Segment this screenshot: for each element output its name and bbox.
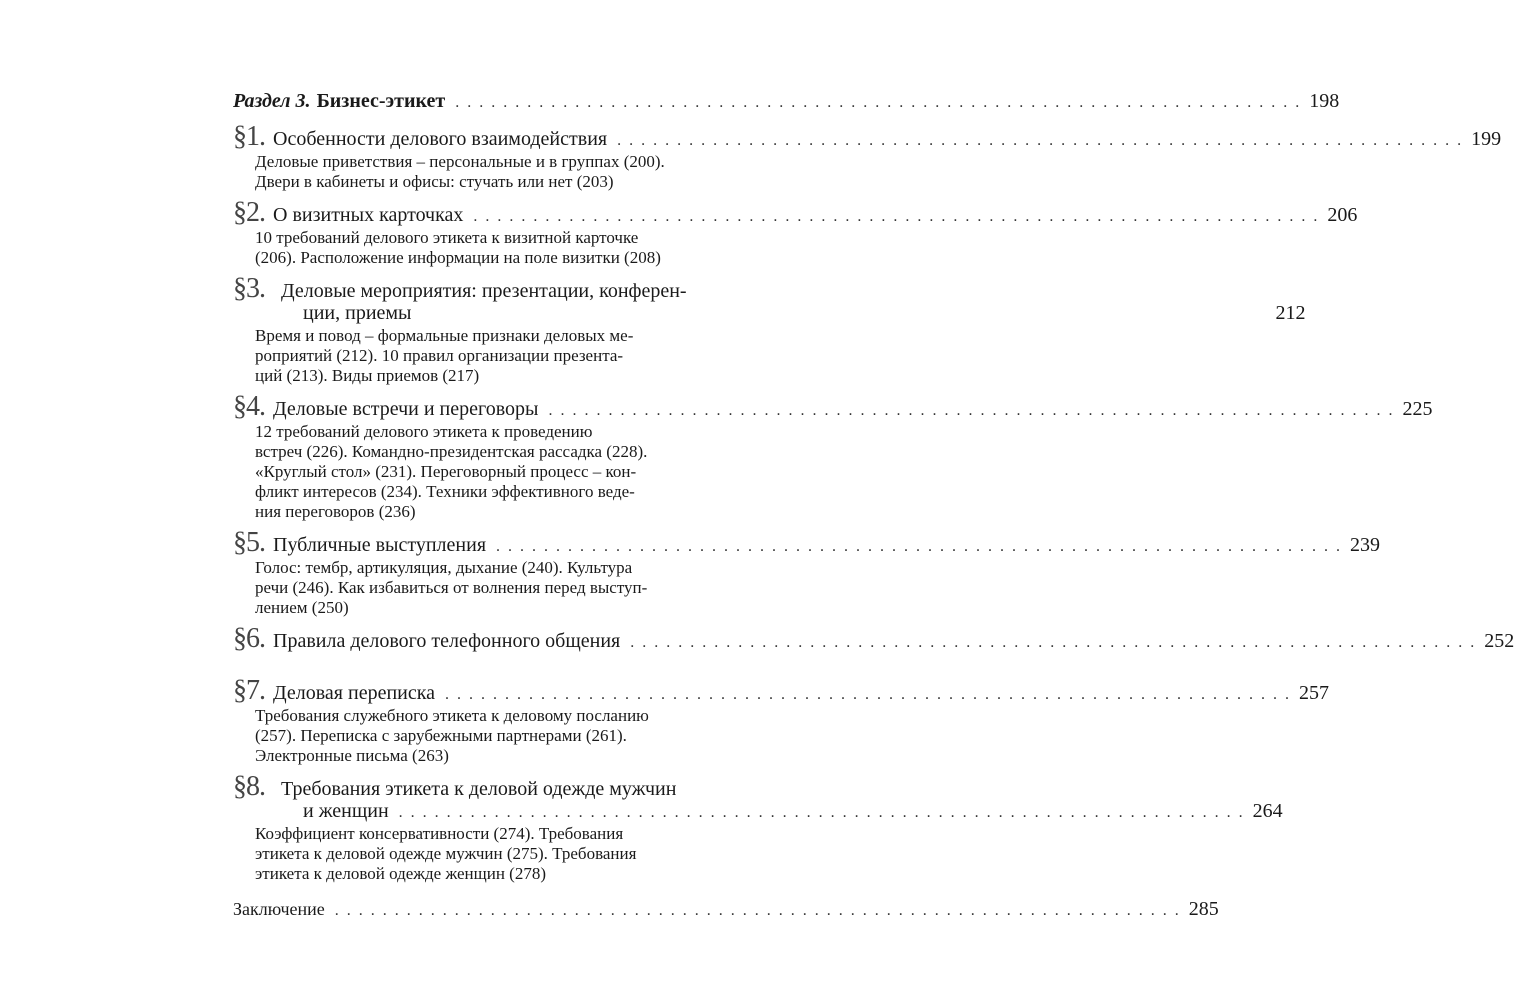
- entry-title: Деловая переписка: [273, 682, 436, 704]
- description-line: фликт интересов (234). Техники эффективного веде-: [255, 482, 635, 501]
- description-line: лением (250): [255, 598, 349, 617]
- description-line: Голос: тембр, артикуляция, дыхание (240). Культура: [255, 558, 633, 577]
- toc-entry-7: [233, 675, 1330, 766]
- toc-entry-5: [233, 527, 1381, 618]
- dot-leader: [445, 684, 1291, 706]
- table-of-contents: [233, 90, 1514, 921]
- conclusion-title: Заключение: [233, 899, 325, 919]
- entry-description: [255, 422, 766, 522]
- description-line: ния переговоров (236): [255, 502, 416, 521]
- entry-page-number: 199: [1471, 128, 1502, 150]
- dot-leader: [548, 400, 1394, 422]
- dot-leader: [335, 902, 1181, 920]
- description-line: роприятий (212). 10 правил организации презента-: [255, 346, 624, 365]
- toc-entry-6: [233, 623, 1514, 654]
- paragraph-number: §5.: [233, 527, 265, 558]
- paragraph-number: §6.: [233, 623, 265, 654]
- entry-description: [255, 326, 766, 386]
- description-line: Деловые приветствия – персональные и в группах (200).: [255, 152, 665, 171]
- description-line: Время и повод – формальные признаки деловых ме-: [255, 326, 634, 345]
- section-heading: [233, 90, 1340, 120]
- description-line: 12 требований делового этикета к проведению: [255, 422, 593, 441]
- description-line: «Круглый стол» (231). Переговорный процесс – кон-: [255, 462, 637, 481]
- paragraph-number: §4.: [233, 391, 265, 422]
- toc-entry-8: [233, 771, 1283, 884]
- paragraph-number: §1.: [233, 121, 265, 152]
- description-line: речи (246). Как избавиться от волнения перед выступ-: [255, 578, 648, 597]
- description-line: ций (213). Виды приемов (217): [255, 366, 480, 385]
- dot-leader: [473, 206, 1319, 228]
- paragraph-number: §7.: [233, 675, 265, 706]
- section-title: Бизнес-этикет: [316, 90, 446, 112]
- toc-entry-3: [233, 273, 1306, 386]
- entry-description: [255, 824, 766, 884]
- description-line: этикета к деловой одежде мужчин (275). Требования: [255, 844, 637, 863]
- description-line: Требования служебного этикета к деловому посланию: [255, 706, 649, 725]
- entry-title-line: и женщин: [303, 800, 389, 822]
- entry-description: [255, 558, 766, 618]
- dot-leader: [496, 536, 1342, 558]
- description-line: Двери в кабинеты и офисы: стучать или нет (203): [255, 172, 614, 191]
- entry-page-number: 264: [1252, 800, 1283, 822]
- entry-title: Правила делового телефонного общения: [273, 630, 621, 652]
- entry-description: [255, 706, 766, 766]
- description-line: встреч (226). Командно-президентская рассадка (228).: [255, 442, 648, 461]
- dot-leader: [455, 94, 1301, 112]
- toc-entry-2: [233, 197, 1358, 268]
- dot-leader: [399, 802, 1245, 824]
- entry-title: Особенности делового взаимодействия: [273, 128, 608, 150]
- entry-page-number: 212: [1275, 302, 1306, 324]
- description-line: Электронные письма (263): [255, 746, 449, 765]
- entry-page-number: 206: [1327, 204, 1358, 226]
- description-line: 10 требований делового этикета к визитной карточке: [255, 228, 639, 247]
- entry-description: [255, 228, 766, 268]
- entry-title: Деловые встречи и переговоры: [273, 398, 539, 420]
- description-line: (206). Расположение информации на поле визитки (208): [255, 248, 661, 267]
- entry-page-number: 225: [1402, 398, 1433, 420]
- dot-leader: [630, 632, 1476, 654]
- toc-entry-4: [233, 391, 1433, 522]
- paragraph-number: §3.: [233, 273, 265, 304]
- paragraph-number: §8.: [233, 771, 265, 802]
- paragraph-number: §2.: [233, 197, 265, 228]
- entry-description: [255, 152, 766, 192]
- description-line: этикета к деловой одежде женщин (278): [255, 864, 547, 883]
- entry-page-number: 252: [1484, 630, 1514, 652]
- entry-title-line: Требования этикета к деловой одежде мужчин: [281, 778, 677, 800]
- section-page-number: 198: [1309, 90, 1340, 112]
- section-label: Раздел 3.: [233, 90, 311, 112]
- entry-title: О визитных карточках: [273, 204, 464, 226]
- entry-title-line: ции, приемы: [303, 302, 412, 324]
- toc-entry-1: [233, 121, 1502, 192]
- entry-title-line: Деловые мероприятия: презентации, конферен-: [281, 280, 687, 302]
- description-line: Коэффициент консервативности (274). Требования: [255, 824, 624, 843]
- entry-title: Публичные выступления: [273, 534, 487, 556]
- description-line: (257). Переписка с зарубежными партнерами (261).: [255, 726, 627, 745]
- toc-conclusion: [233, 898, 1219, 921]
- dot-leader: [617, 130, 1463, 152]
- conclusion-page-number: 285: [1188, 898, 1219, 920]
- entry-page-number: 239: [1350, 534, 1381, 556]
- entry-page-number: 257: [1299, 682, 1330, 704]
